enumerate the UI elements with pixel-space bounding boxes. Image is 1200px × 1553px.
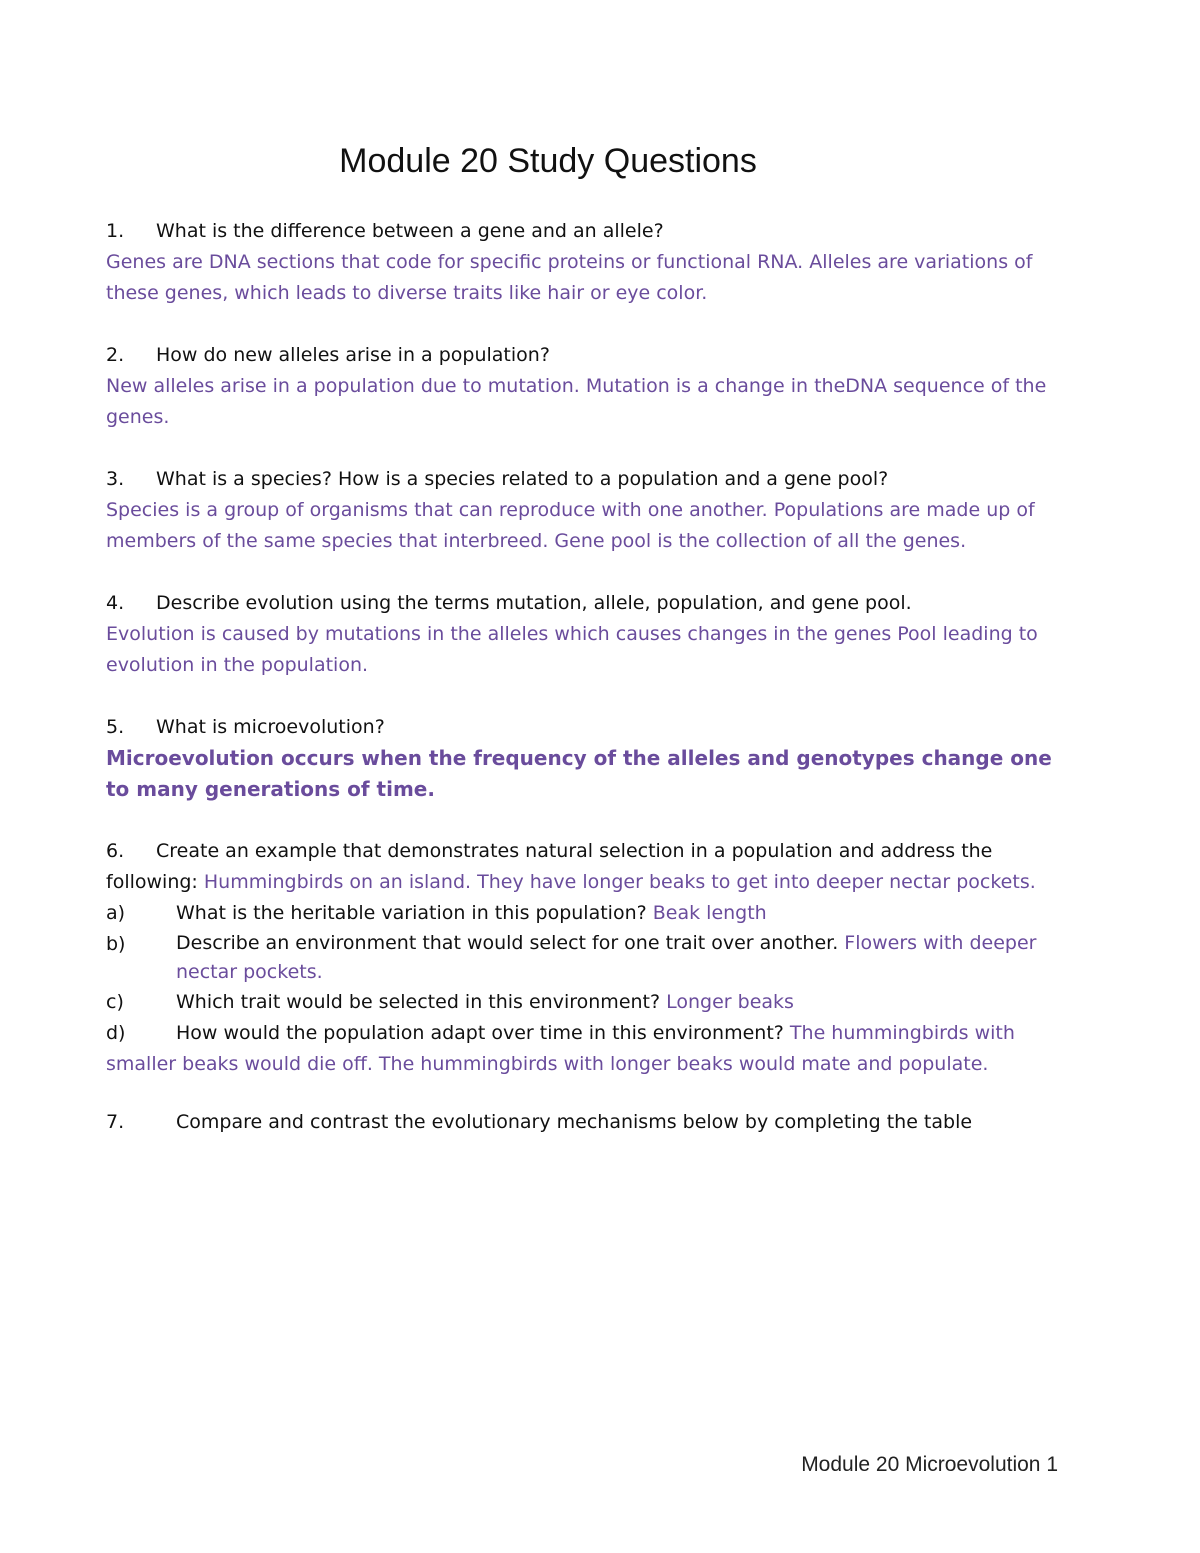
- sub-question-letter: c): [106, 991, 124, 1013]
- question-4: [106, 588, 1066, 681]
- sub-question-text: Describe an environment that would select for one trait over another.: [176, 932, 845, 954]
- question-text: Describe evolution using the terms mutation, allele, population, and gene pool.: [156, 592, 912, 614]
- question-6: [106, 836, 1066, 1080]
- question-text-continued: following:: [106, 871, 204, 893]
- question-number: 5.: [106, 716, 125, 738]
- questions-list: [106, 216, 1066, 1138]
- question-text: What is the difference between a gene and an allele?: [156, 220, 664, 242]
- sub-question-letter: d): [106, 1022, 126, 1044]
- page-title: Module 20 Study Questions: [339, 142, 757, 180]
- question-text: Create an example that demonstrates natural selection in a population and address the: [156, 840, 993, 862]
- question-1: [106, 216, 1066, 309]
- sub-question-c: [106, 987, 1066, 1018]
- question-text: What is a species? How is a species related to a population and a gene pool?: [156, 468, 889, 490]
- sub-question-text: What is the heritable variation in this population?: [176, 902, 653, 924]
- question-text: What is microevolution?: [156, 716, 385, 738]
- sub-question-a: [106, 898, 1066, 929]
- question-number: 6.: [106, 840, 125, 862]
- question-3: [106, 464, 1066, 557]
- answer-text: Hummingbirds on an island. They have longer beaks to get into deeper nectar pockets.: [203, 871, 1036, 893]
- question-number: 1.: [106, 220, 125, 242]
- answer-text: Genes are DNA sections that code for specific proteins or functional RNA. Alleles are variations of these genes, which leads to diverse traits like hair or eye color.: [106, 251, 1033, 304]
- question-2: [106, 340, 1066, 433]
- question-number: 4.: [106, 592, 125, 614]
- sub-question-letter: b): [106, 933, 126, 955]
- answer-text: Evolution is caused by mutations in the alleles which causes changes in the genes Pool leading to evolution in the population.: [106, 623, 1038, 676]
- sub-answer-text: Beak length: [652, 902, 767, 924]
- sub-answer-text-continued: smaller beaks would die off. The hummingbirds with longer beaks would mate and populate.: [106, 1053, 989, 1075]
- question-number: 3.: [106, 468, 125, 490]
- answer-text: Species is a group of organisms that can reproduce with one another. Populations are made up of members of the same species that interbreed. Gene pool is the collection of all the genes.: [106, 499, 1035, 552]
- question-7: [106, 1107, 1066, 1138]
- answer-text: Microevolution occurs when the frequency of the alleles and genotypes change one to many generations of time.: [106, 746, 1052, 801]
- sub-question-letter: a): [106, 902, 126, 924]
- page-footer: Module 20 Microevolution 1: [801, 1453, 1058, 1476]
- question-text: Compare and contrast the evolutionary mechanisms below by completing the table: [176, 1111, 973, 1133]
- question-text: How do new alleles arise in a population?: [156, 344, 550, 366]
- question-5: [106, 712, 1066, 805]
- question-number: 2.: [106, 344, 125, 366]
- sub-question-d: [106, 1018, 1066, 1049]
- sub-question-b: [106, 929, 1066, 987]
- sub-question-text: How would the population adapt over time in this environment?: [176, 1022, 790, 1044]
- sub-answer-text: Flowers with deeper nectar pockets.: [176, 932, 1037, 983]
- sub-question-text: Which trait would be selected in this environment?: [176, 991, 667, 1013]
- question-number: 7.: [106, 1111, 125, 1133]
- sub-answer-text: Longer beaks: [666, 991, 794, 1013]
- sub-answer-text: The hummingbirds with: [789, 1022, 1015, 1044]
- answer-text: New alleles arise in a population due to mutation. Mutation is a change in theDNA sequence of the genes.: [106, 375, 1047, 428]
